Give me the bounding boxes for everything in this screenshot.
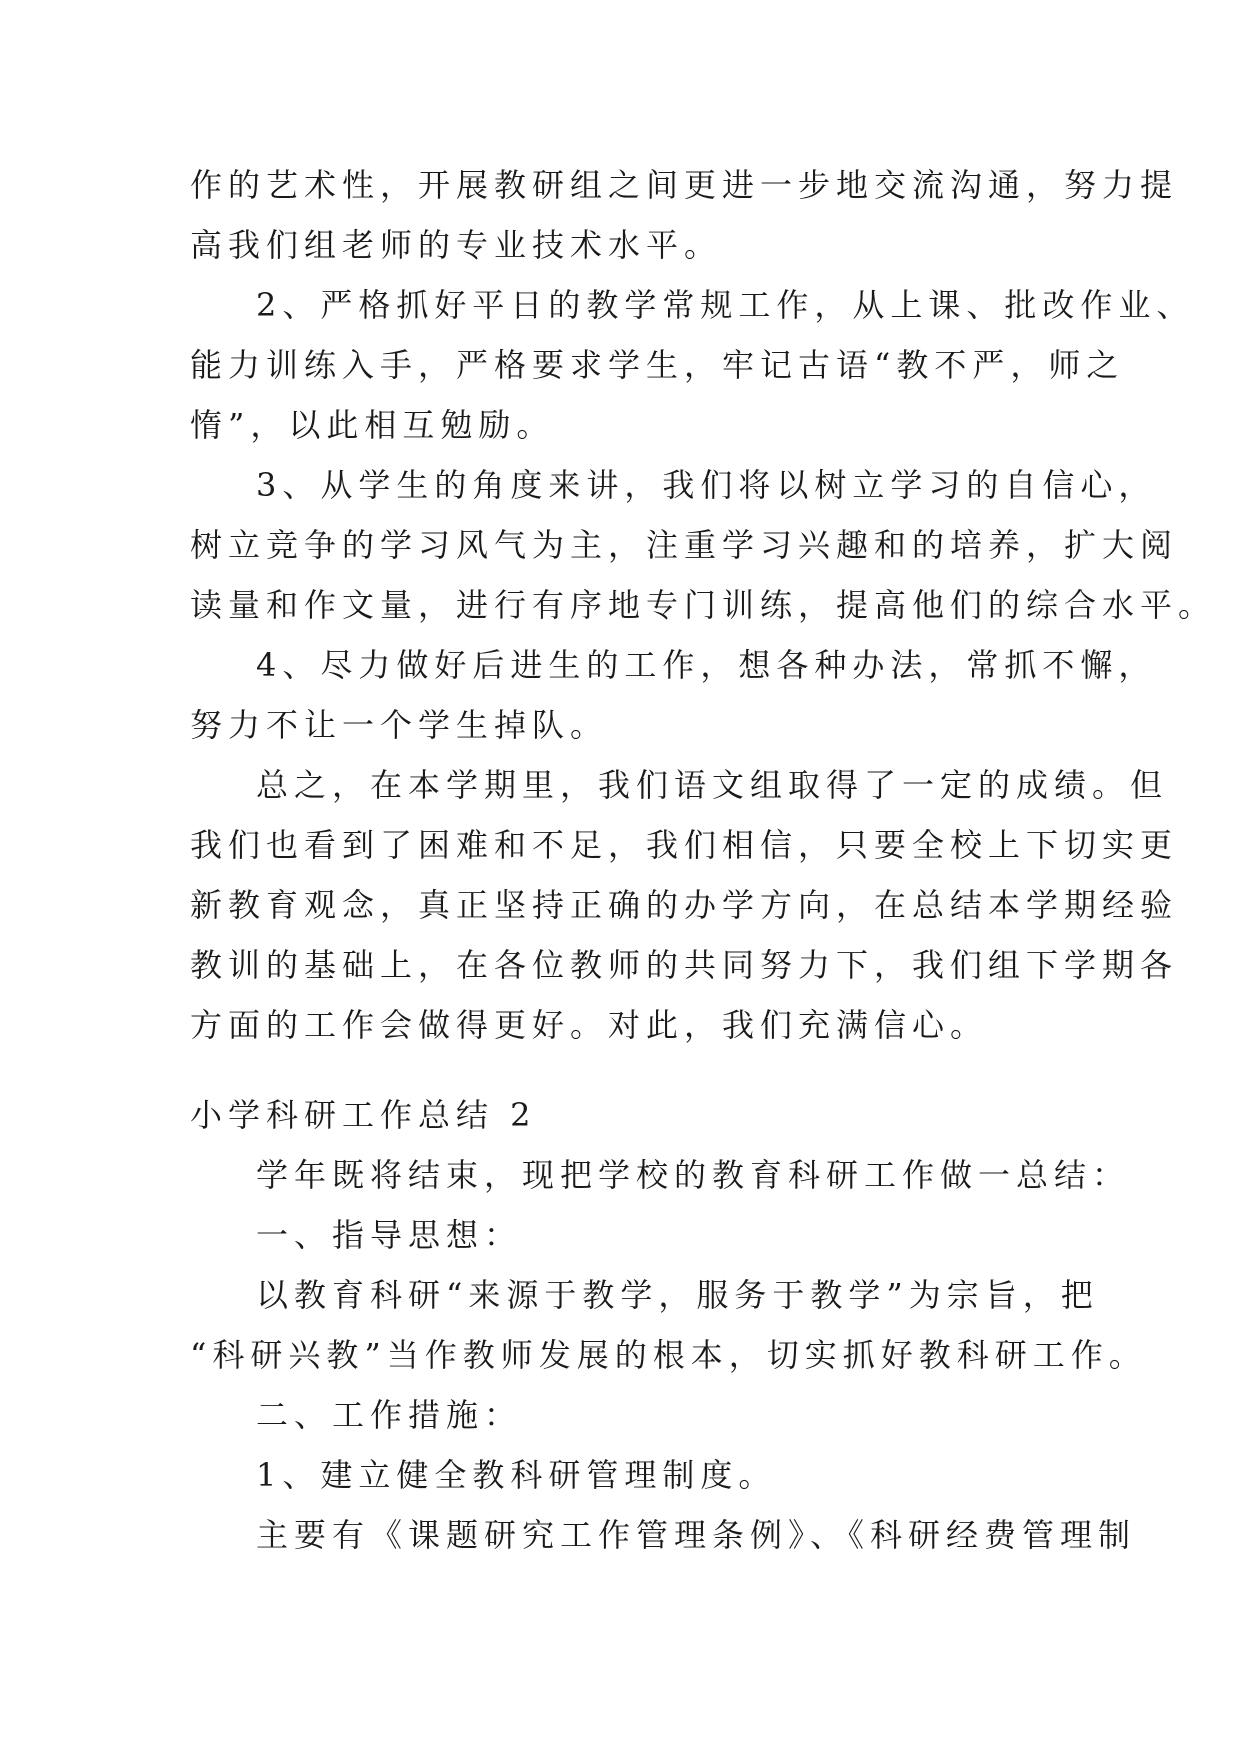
section-heading: 一、指导思想：	[256, 1216, 523, 1254]
paragraph-line: 3、从学生的角度来讲，我们将以树立学习的自信心，	[256, 466, 1157, 504]
paragraph-line: 新教育观念，真正坚持正确的办学方向，在总结本学期经验	[190, 886, 1179, 924]
section-title: 小学科研工作总结 2	[190, 1096, 537, 1134]
paragraph-line: 树立竞争的学习风气为主，注重学习兴趣和的培养，扩大阅	[190, 526, 1179, 564]
paragraph-line: 4、尽力做好后进生的工作，想各种办法，常抓不懈，	[256, 646, 1157, 684]
paragraph-line: 能力训练入手，严格要求学生，牢记古语“教不严，师之	[190, 346, 1125, 384]
paragraph-line: “科研兴教”当作教师发展的根本，切实抓好教科研工作。	[190, 1336, 1147, 1374]
paragraph-line: 以教育科研“来源于教学，服务于教学”为宗旨，把	[256, 1276, 1099, 1314]
paragraph-line: 主要有《课题研究工作管理条例》、《科研经费管理制	[256, 1516, 1137, 1554]
paragraph-line: 作的艺术性，开展教研组之间更进一步地交流沟通，努力提	[190, 166, 1179, 204]
paragraph-line: 惰”，以此相互勉励。	[190, 406, 555, 444]
paragraph-line: 1、建立健全教科研管理制度。	[256, 1456, 777, 1494]
paragraph-line: 学年既将结束，现把学校的教育科研工作做一总结：	[256, 1156, 1131, 1194]
paragraph-line: 方面的工作会做得更好。对此，我们充满信心。	[190, 1006, 989, 1044]
paragraph-line: 教训的基础上，在各位教师的共同努力下，我们组下学期各	[190, 946, 1179, 984]
paragraph-line: 总之，在本学期里，我们语文组取得了一定的成绩。但	[256, 766, 1169, 804]
paragraph-line: 努力不让一个学生掉队。	[190, 706, 609, 744]
paragraph-line: 读量和作文量，进行有序地专门训练，提高他们的综合水平。	[190, 586, 1217, 624]
paragraph-line: 高我们组老师的专业技术水平。	[190, 226, 723, 264]
section-heading: 二、工作措施：	[256, 1396, 523, 1434]
paragraph-line: 2、严格抓好平日的教学常规工作，从上课、批改作业、	[256, 286, 1195, 324]
paragraph-line: 我们也看到了困难和不足，我们相信，只要全校上下切实更	[190, 826, 1179, 864]
